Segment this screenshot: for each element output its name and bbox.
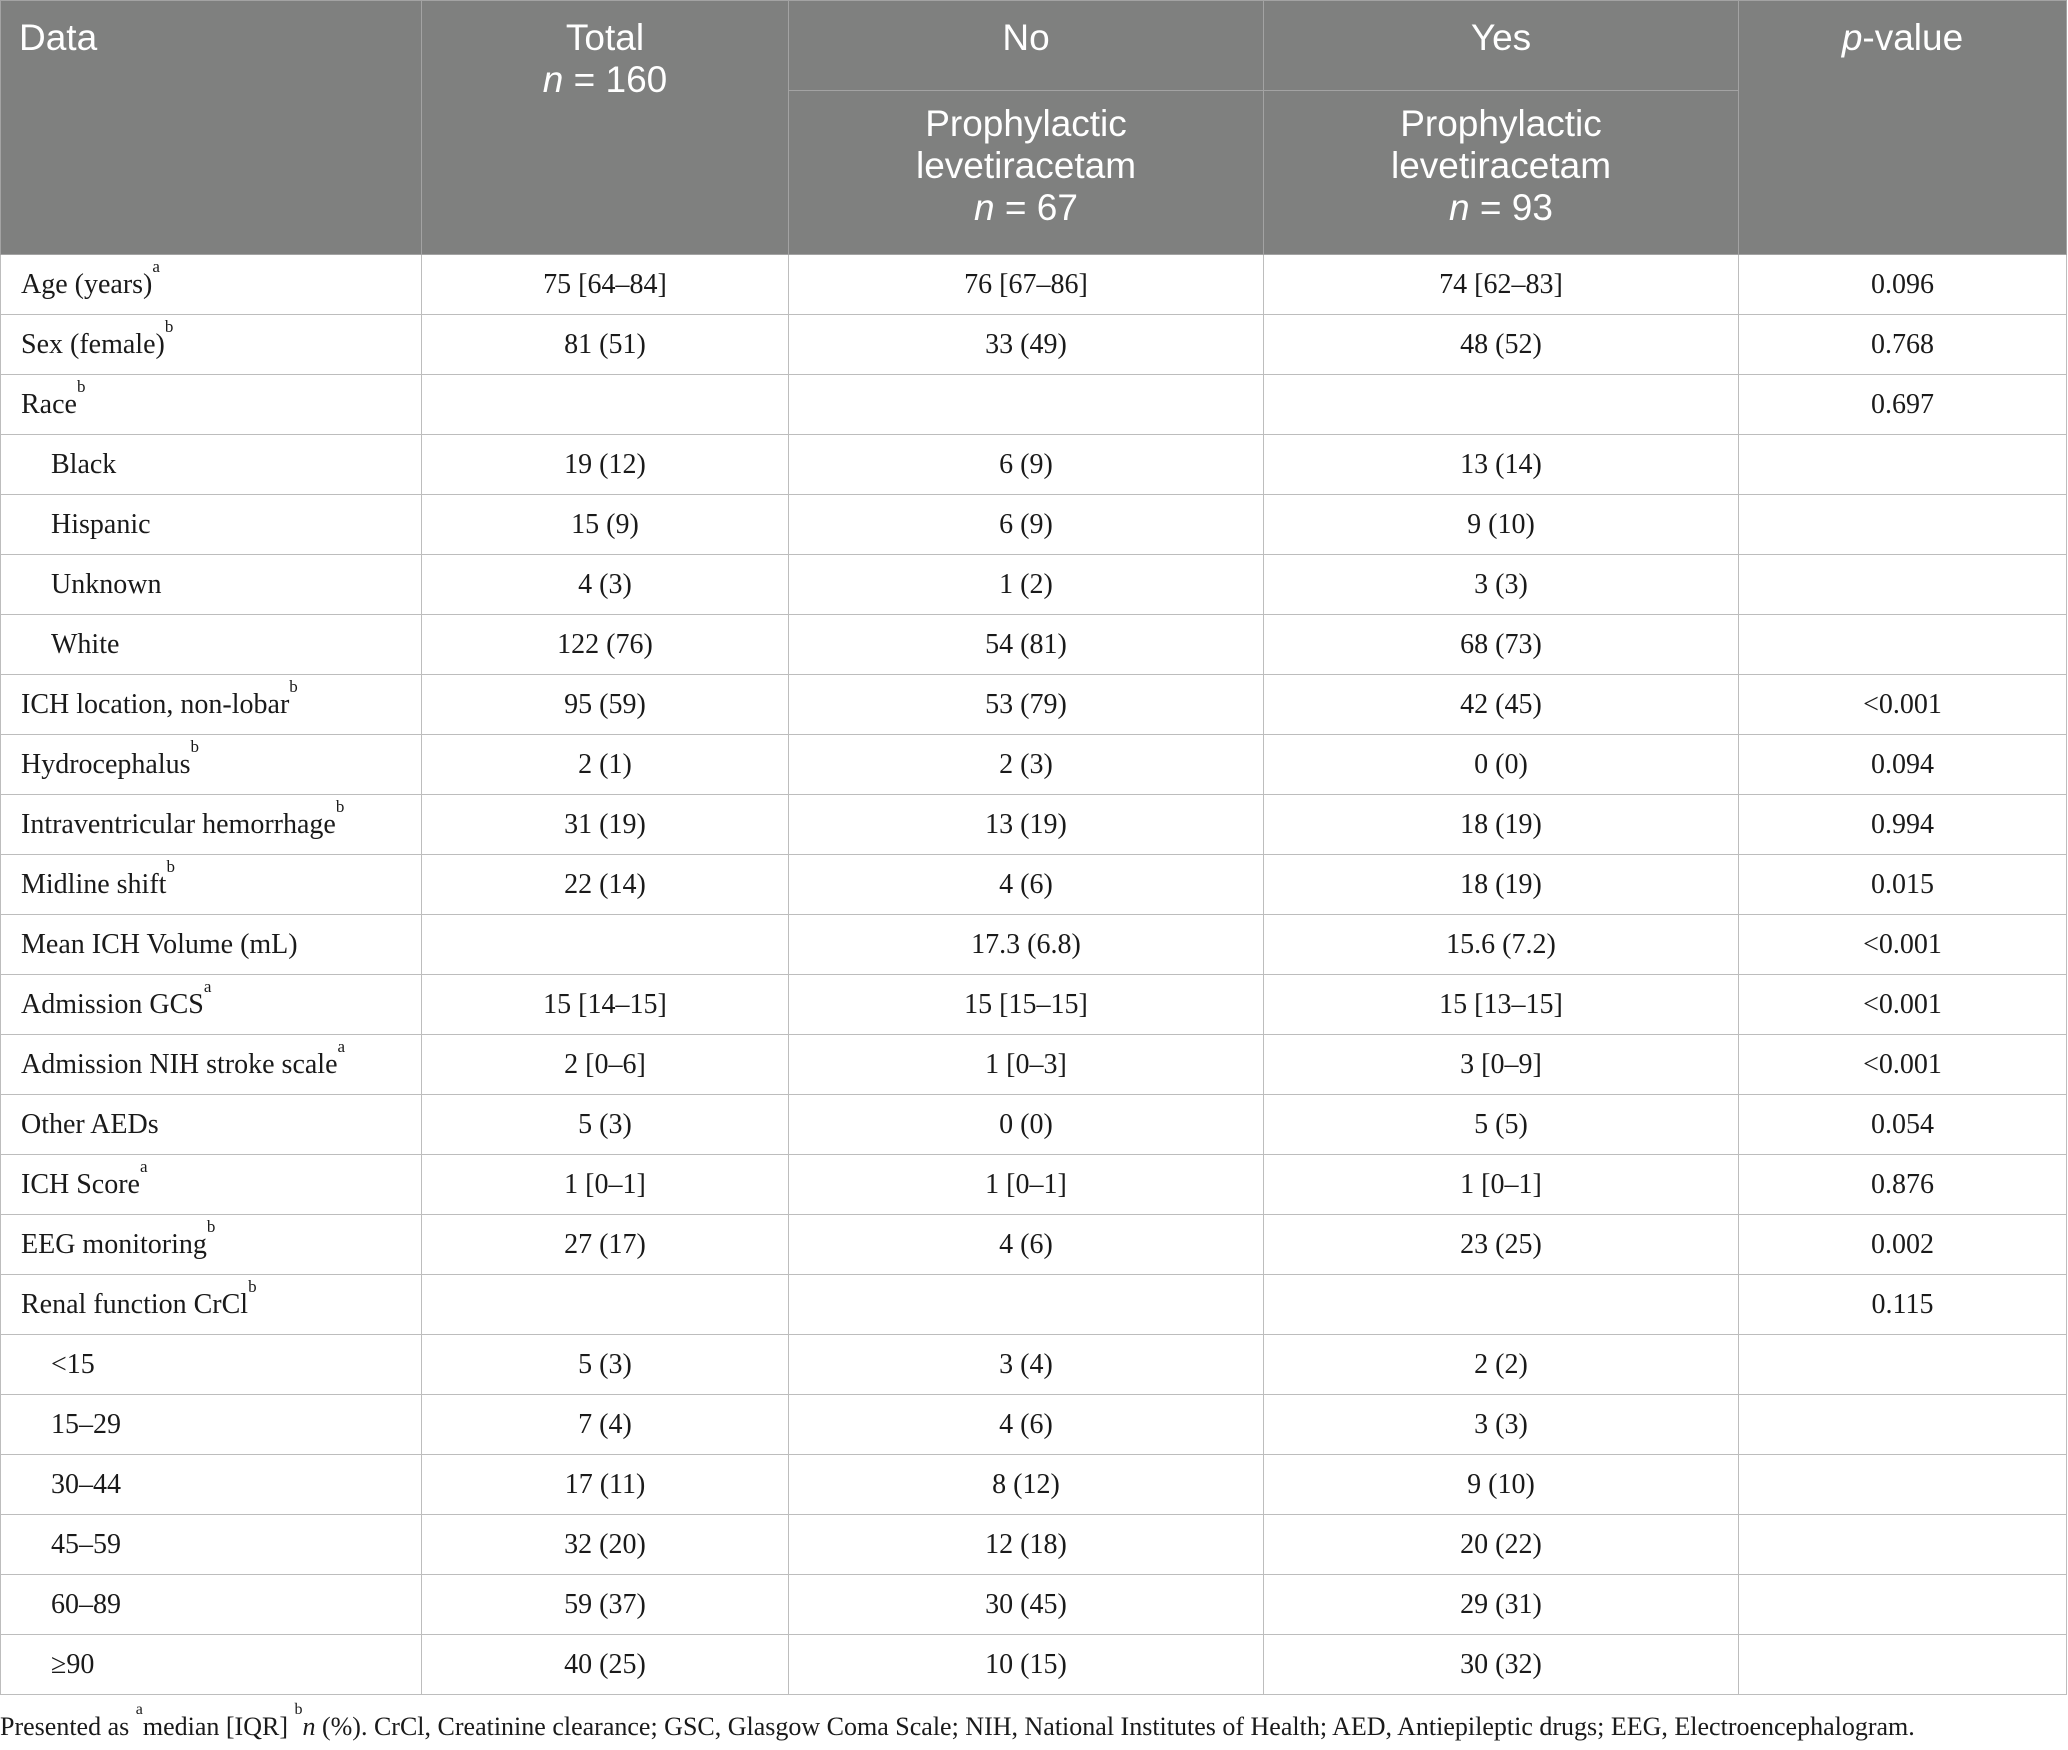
header-data-label: Data xyxy=(19,17,98,58)
row-label: Black xyxy=(1,435,422,495)
table-footnote: Presented as $^a$median [IQR] $^b$n (%). CrCl, Creatinine clearance; GSC, Glasgow Coma Scale; NIH, National Institutes of Health; AED, Antiepileptic drugs; EEG, Electroencephalogram. xyxy=(0,1701,1915,1741)
cell-p xyxy=(1739,1515,2067,1575)
row-label: Other AEDs xyxy=(1,1095,422,1155)
table-row xyxy=(1,1035,2067,1095)
table-row xyxy=(1,1095,2067,1155)
table-row xyxy=(1,1215,2067,1275)
row-label: ICH Score$^a$ xyxy=(1,1155,422,1215)
cell-no: 13 (19) xyxy=(789,795,1264,855)
cell-p: 0.876 xyxy=(1739,1155,2067,1215)
row-label: Age (years)$^a$ xyxy=(1,255,422,315)
cell-yes: 74 [62–83] xyxy=(1264,255,1739,315)
cell-total: 4 (3) xyxy=(422,555,789,615)
header-yes-sub-line2: levetiracetam xyxy=(1390,145,1612,186)
row-label: 45–59 xyxy=(1,1515,422,1575)
table-row xyxy=(1,315,2067,375)
row-label: 60–89 xyxy=(1,1575,422,1635)
cell-yes: 3 (3) xyxy=(1264,1395,1739,1455)
row-label: 30–44 xyxy=(1,1455,422,1515)
cell-yes: 48 (52) xyxy=(1264,315,1739,375)
cell-total: 19 (12) xyxy=(422,435,789,495)
cell-no: 33 (49) xyxy=(789,315,1264,375)
cell-no: 17.3 (6.8) xyxy=(789,915,1264,975)
cell-no: 54 (81) xyxy=(789,615,1264,675)
row-label: White xyxy=(1,615,422,675)
cell-no: 1 [0–3] xyxy=(789,1035,1264,1095)
cell-yes: 5 (5) xyxy=(1264,1095,1739,1155)
cell-no: 6 (9) xyxy=(789,495,1264,555)
cell-yes: 1 [0–1] xyxy=(1264,1155,1739,1215)
cell-p: 0.094 xyxy=(1739,735,2067,795)
table-row xyxy=(1,495,2067,555)
header-no-sub-line1: Prophylactic xyxy=(925,103,1127,144)
table-row xyxy=(1,1155,2067,1215)
cell-no: 4 (6) xyxy=(789,1215,1264,1275)
row-label: Intraventricular hemorrhage$^b$ xyxy=(1,795,422,855)
header-no xyxy=(789,1,1264,91)
cell-yes: 9 (10) xyxy=(1264,495,1739,555)
row-label: Race$^b$ xyxy=(1,375,422,435)
header-total-label: Total xyxy=(565,17,645,58)
cell-no: 6 (9) xyxy=(789,435,1264,495)
cell-no: 1 (2) xyxy=(789,555,1264,615)
header-yes-label: Yes xyxy=(1470,17,1532,58)
table-row xyxy=(1,795,2067,855)
cell-no: 4 (6) xyxy=(789,1395,1264,1455)
cell-no: 2 (3) xyxy=(789,735,1264,795)
header-yes-sub-line1: Prophylactic xyxy=(1400,103,1602,144)
cell-p xyxy=(1739,1575,2067,1635)
cell-p xyxy=(1739,1635,2067,1695)
cell-total: 1 [0–1] xyxy=(422,1155,789,1215)
cell-no: 53 (79) xyxy=(789,675,1264,735)
cell-no xyxy=(789,375,1264,435)
row-label: Unknown xyxy=(1,555,422,615)
cell-yes: 42 (45) xyxy=(1264,675,1739,735)
cell-yes: 15.6 (7.2) xyxy=(1264,915,1739,975)
cell-total: 59 (37) xyxy=(422,1575,789,1635)
cell-no: 15 [15–15] xyxy=(789,975,1264,1035)
cell-yes: 68 (73) xyxy=(1264,615,1739,675)
cell-total: 5 (3) xyxy=(422,1095,789,1155)
row-label: Renal function CrCl$^b$ xyxy=(1,1275,422,1335)
cell-p xyxy=(1739,1395,2067,1455)
cell-total: 15 (9) xyxy=(422,495,789,555)
row-label: Midline shift$^b$ xyxy=(1,855,422,915)
cell-yes xyxy=(1264,375,1739,435)
table-row xyxy=(1,915,2067,975)
cell-p xyxy=(1739,1455,2067,1515)
cell-no: 3 (4) xyxy=(789,1335,1264,1395)
table-header xyxy=(1,1,2067,255)
table-row xyxy=(1,1515,2067,1575)
cell-yes: 18 (19) xyxy=(1264,795,1739,855)
table-row xyxy=(1,1275,2067,1335)
table-body xyxy=(1,255,2067,1695)
cell-total: 17 (11) xyxy=(422,1455,789,1515)
cell-yes: 15 [13–15] xyxy=(1264,975,1739,1035)
cell-p: 0.054 xyxy=(1739,1095,2067,1155)
table-row xyxy=(1,1395,2067,1455)
cell-no: 0 (0) xyxy=(789,1095,1264,1155)
cell-total: 2 [0–6] xyxy=(422,1035,789,1095)
cell-p: <0.001 xyxy=(1739,1035,2067,1095)
cell-p: 0.768 xyxy=(1739,315,2067,375)
cell-total: 15 [14–15] xyxy=(422,975,789,1035)
cell-yes: 23 (25) xyxy=(1264,1215,1739,1275)
row-label: Hydrocephalus$^b$ xyxy=(1,735,422,795)
row-label: 15–29 xyxy=(1,1395,422,1455)
table-row xyxy=(1,975,2067,1035)
cell-no: 76 [67–86] xyxy=(789,255,1264,315)
cell-yes: 29 (31) xyxy=(1264,1575,1739,1635)
cell-no: 12 (18) xyxy=(789,1515,1264,1575)
cell-p xyxy=(1739,1335,2067,1395)
cell-total xyxy=(422,375,789,435)
cell-p: 0.994 xyxy=(1739,795,2067,855)
cell-total: 75 [64–84] xyxy=(422,255,789,315)
cell-no: 4 (6) xyxy=(789,855,1264,915)
cell-yes: 13 (14) xyxy=(1264,435,1739,495)
header-no-sub-n: n = 67 xyxy=(974,187,1078,228)
cell-yes: 0 (0) xyxy=(1264,735,1739,795)
cell-total: 95 (59) xyxy=(422,675,789,735)
cell-no: 10 (15) xyxy=(789,1635,1264,1695)
table-row xyxy=(1,735,2067,795)
cell-yes xyxy=(1264,1275,1739,1335)
cell-p xyxy=(1739,495,2067,555)
cell-no: 8 (12) xyxy=(789,1455,1264,1515)
cell-total: 22 (14) xyxy=(422,855,789,915)
table-row xyxy=(1,375,2067,435)
cell-p: 0.096 xyxy=(1739,255,2067,315)
header-data xyxy=(1,1,422,255)
table-row xyxy=(1,615,2067,675)
row-label: ICH location, non-lobar$^b$ xyxy=(1,675,422,735)
cell-p xyxy=(1739,435,2067,495)
table-row xyxy=(1,435,2067,495)
cell-total xyxy=(422,915,789,975)
cell-total xyxy=(422,1275,789,1335)
header-total-n: n = 160 xyxy=(542,59,668,100)
cell-total: 81 (51) xyxy=(422,315,789,375)
table-row xyxy=(1,255,2067,315)
row-label: Mean ICH Volume (mL) xyxy=(1,915,422,975)
row-label: EEG monitoring$^b$ xyxy=(1,1215,422,1275)
table-row xyxy=(1,675,2067,735)
row-label: ≥90 xyxy=(1,1635,422,1695)
cell-no xyxy=(789,1275,1264,1335)
cell-yes: 3 (3) xyxy=(1264,555,1739,615)
cell-total: 2 (1) xyxy=(422,735,789,795)
cell-p: <0.001 xyxy=(1739,975,2067,1035)
cell-total: 5 (3) xyxy=(422,1335,789,1395)
row-label: <15 xyxy=(1,1335,422,1395)
table-row xyxy=(1,1635,2067,1695)
header-total xyxy=(422,1,789,255)
cell-total: 32 (20) xyxy=(422,1515,789,1575)
cell-yes: 3 [0–9] xyxy=(1264,1035,1739,1095)
row-label: Hispanic xyxy=(1,495,422,555)
cell-yes: 18 (19) xyxy=(1264,855,1739,915)
header-yes-sub-n: n = 93 xyxy=(1449,187,1553,228)
table-row xyxy=(1,1575,2067,1635)
header-pvalue: p-value xyxy=(1739,1,2067,255)
cell-total: 27 (17) xyxy=(422,1215,789,1275)
cell-p: 0.002 xyxy=(1739,1215,2067,1275)
cell-p: <0.001 xyxy=(1739,915,2067,975)
cell-no: 30 (45) xyxy=(789,1575,1264,1635)
cell-p: 0.697 xyxy=(1739,375,2067,435)
table-row xyxy=(1,855,2067,915)
cell-total: 31 (19) xyxy=(422,795,789,855)
cell-total: 40 (25) xyxy=(422,1635,789,1695)
cell-total: 122 (76) xyxy=(422,615,789,675)
header-no-label: No xyxy=(1002,17,1050,58)
row-label: Admission NIH stroke scale$^a$ xyxy=(1,1035,422,1095)
cell-p xyxy=(1739,615,2067,675)
header-yes-sub xyxy=(1264,91,1739,255)
cell-yes: 30 (32) xyxy=(1264,1635,1739,1695)
header-no-sub-line2: levetiracetam xyxy=(915,145,1137,186)
header-no-sub xyxy=(789,91,1264,255)
table-row xyxy=(1,1335,2067,1395)
cell-p: 0.115 xyxy=(1739,1275,2067,1335)
header-yes xyxy=(1264,1,1739,91)
cell-yes: 2 (2) xyxy=(1264,1335,1739,1395)
row-label: Admission GCS$^a$ xyxy=(1,975,422,1035)
cell-p xyxy=(1739,555,2067,615)
row-label: Sex (female)$^b$ xyxy=(1,315,422,375)
cell-yes: 9 (10) xyxy=(1264,1455,1739,1515)
cell-yes: 20 (22) xyxy=(1264,1515,1739,1575)
table-row xyxy=(1,555,2067,615)
cell-p: <0.001 xyxy=(1739,675,2067,735)
cell-no: 1 [0–1] xyxy=(789,1155,1264,1215)
cell-p: 0.015 xyxy=(1739,855,2067,915)
table-row xyxy=(1,1455,2067,1515)
cell-total: 7 (4) xyxy=(422,1395,789,1455)
